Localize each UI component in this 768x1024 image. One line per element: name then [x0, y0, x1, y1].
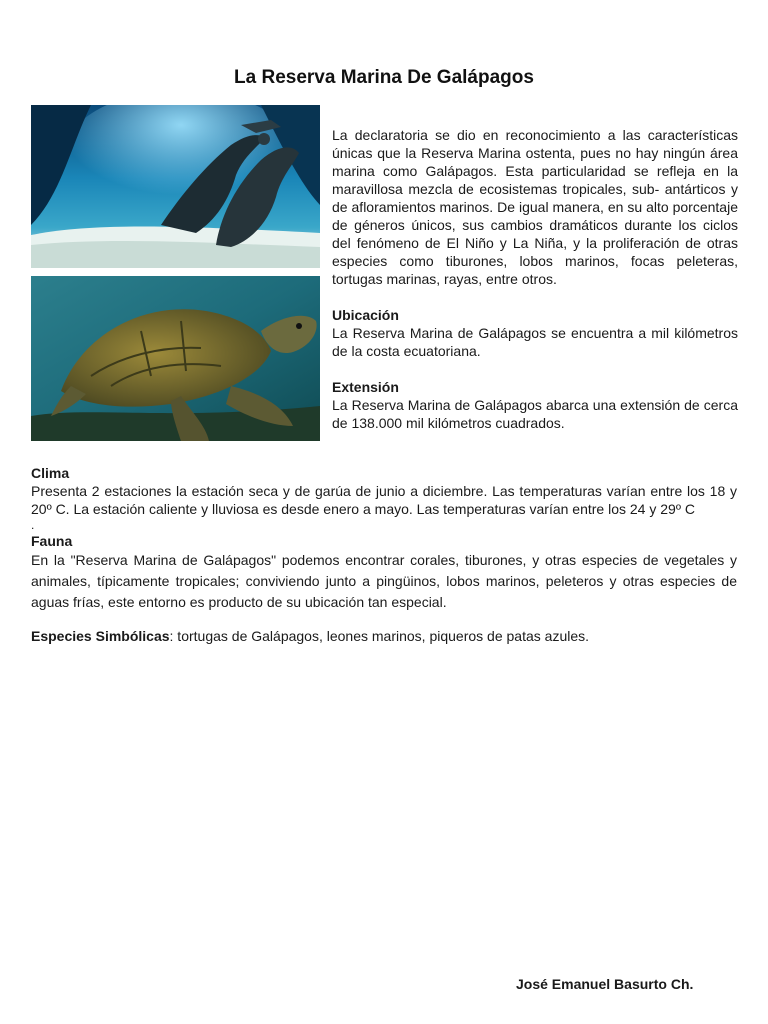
extension-heading: Extensión [332, 379, 399, 395]
clima-heading: Clima [31, 465, 70, 481]
right-column [332, 126, 738, 432]
sea-lions-photo [31, 105, 320, 268]
ubicacion-text: La Reserva Marina de Galápagos se encuentra a mil kilómetros de la costa ecuatoriana. [332, 325, 738, 359]
clima-trailing: . [31, 518, 35, 532]
sea-turtle-photo [31, 276, 320, 441]
extension-text: La Reserva Marina de Galápagos abarca una extensión de cerca de 138.000 mil kilómetros cuadrados. [332, 397, 738, 431]
especies-paragraph [31, 627, 737, 645]
fauna-text: En la "Reserva Marina de Galápagos" podemos encontrar corales, tiburones, y otras especies de vegetales y animales, típicamente tropicales; conviviendo junto a pingüinos, lobos marinos, peleteros y otras especies de aguas frías, este entorno es producto de su ubicación tan especial. [31, 552, 737, 610]
fauna-heading: Fauna [31, 533, 73, 549]
clima-text: Presenta 2 estaciones la estación seca y de garúa de junio a diciembre. Las temperaturas varían entre los 18 y 20º C. La estación caliente y lluviosa es desde enero a mayo. Las temperaturas varían entre los 24 y 29º C [31, 483, 737, 517]
intro-paragraph: La declaratoria se dio en reconocimiento a las características únicas que la Reserva Marina ostenta, pues no hay ningún área marina como Galápagos. Esta particularidad se refleja en la maravillosa mezcla de ecosistemas tropicales, sub- antárticos y de afloramientos marinos. De igual manera, en su alto porcentaje de géneros únicos, sus cambios dramáticos durante los ciclos del fenómeno de El Niño y La Niña, y la proliferación de otras especies como tiburones, lobos marinos, focas peleteras, tortugas marinas, rayas, entre otros. [332, 127, 738, 287]
especies-label: Especies Simbólicas [31, 628, 170, 644]
page-title: La Reserva Marina De Galápagos [234, 67, 534, 88]
especies-text: : tortugas de Galápagos, leones marinos, piqueros de patas azules. [169, 628, 590, 644]
ubicacion-heading: Ubicación [332, 307, 399, 323]
author-name: José Emanuel Basurto Ch. [516, 976, 694, 992]
full-width-section [31, 464, 737, 645]
